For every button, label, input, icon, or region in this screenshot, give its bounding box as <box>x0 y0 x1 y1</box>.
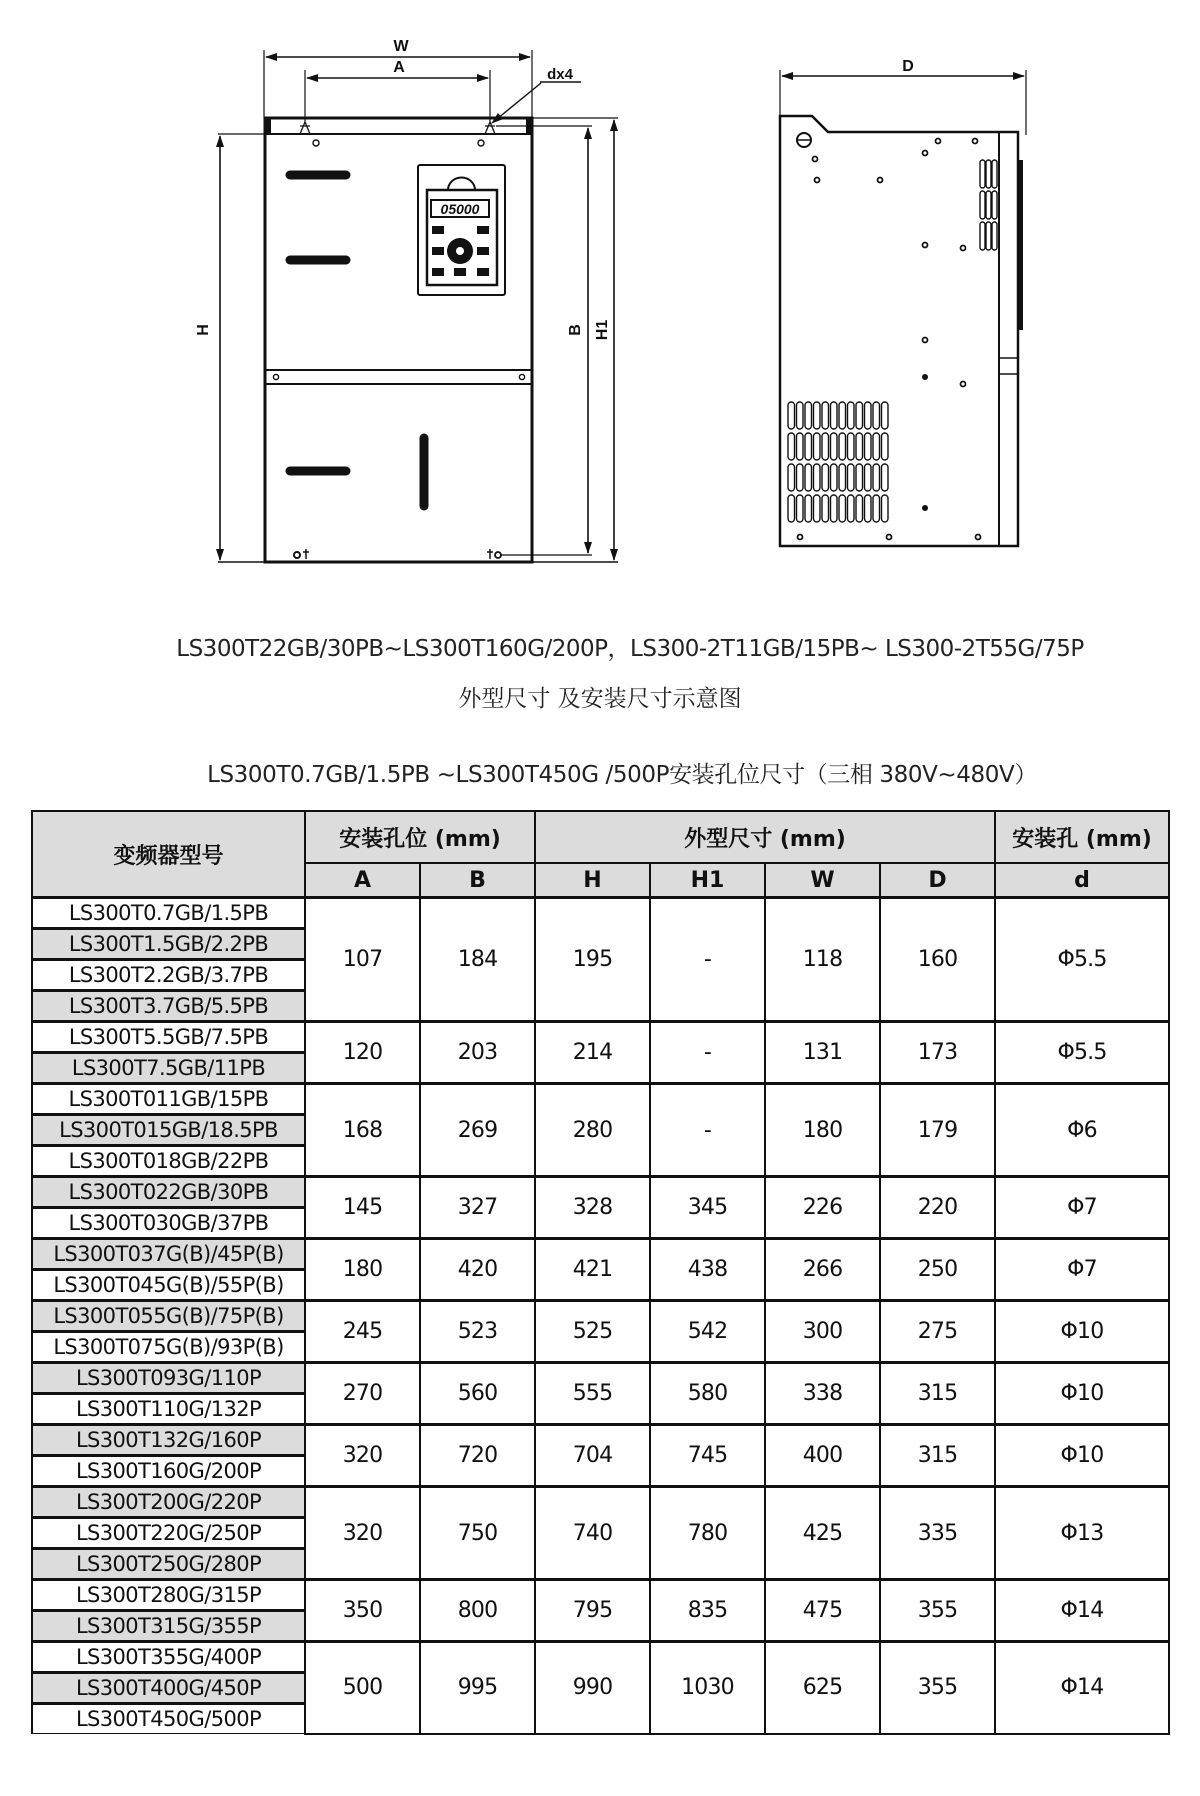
label-b: B <box>567 324 584 336</box>
vent-slot <box>839 402 846 429</box>
value-cell-hole-d: Φ7 <box>995 1177 1169 1239</box>
vent-slot <box>882 495 889 522</box>
vent-slot <box>839 464 846 491</box>
table-row <box>32 1177 1169 1208</box>
vent-slot <box>797 402 804 429</box>
table-row <box>32 1642 1169 1673</box>
value-cell-hole-d: Φ14 <box>995 1580 1169 1642</box>
value-cell-b: 720 <box>420 1425 535 1487</box>
model-cell: LS300T1.5GB/2.2PB <box>32 929 305 960</box>
vent-slot <box>814 402 821 429</box>
label-h: H <box>195 324 212 336</box>
value-cell-w: 226 <box>765 1177 880 1239</box>
value-cell-b: 750 <box>420 1487 535 1580</box>
label-d: D <box>902 58 914 75</box>
value-cell-d: 250 <box>880 1239 995 1301</box>
vent-slot <box>831 402 838 429</box>
model-cell: LS300T280G/315P <box>32 1580 305 1611</box>
value-cell-d: 179 <box>880 1084 995 1177</box>
value-cell-h: 795 <box>535 1580 650 1642</box>
vent-slot <box>814 464 821 491</box>
side-body <box>780 116 1018 546</box>
vent-slot <box>980 222 985 250</box>
model-range-caption: LS300T22GB/30PB~LS300T160G/200P，LS300-2T11GB/15PB~ LS300-2T55G/75P <box>176 636 1084 662</box>
model-cell: LS300T037G(B)/45P(B) <box>32 1239 305 1270</box>
model-cell: LS300T5.5GB/7.5PB <box>32 1022 305 1053</box>
value-cell-a: 270 <box>305 1363 420 1425</box>
vent-slot <box>822 495 829 522</box>
header-outline-group: 外型尺寸 (mm) <box>535 811 995 863</box>
model-cell: LS300T400G/450P <box>32 1673 305 1704</box>
value-cell-w: 118 <box>765 898 880 1022</box>
model-cell: LS300T011GB/15PB <box>32 1084 305 1115</box>
vent-slot <box>848 433 855 460</box>
vent-slot <box>831 495 838 522</box>
vent-slot <box>805 464 812 491</box>
value-cell-a: 320 <box>305 1487 420 1580</box>
value-cell-hole-d: Φ10 <box>995 1301 1169 1363</box>
value-cell-h: 421 <box>535 1239 650 1301</box>
vent-slot <box>873 464 880 491</box>
value-cell-hole-d: Φ14 <box>995 1642 1169 1734</box>
model-cell: LS300T022GB/30PB <box>32 1177 305 1208</box>
vent-slot <box>788 402 795 429</box>
value-cell-a: 320 <box>305 1425 420 1487</box>
vent-slot <box>873 402 880 429</box>
vent-slots-lower <box>788 402 888 522</box>
vent-slot <box>805 402 812 429</box>
vent-slot <box>788 495 795 522</box>
value-cell-b: 420 <box>420 1239 535 1301</box>
value-cell-b: 995 <box>420 1642 535 1734</box>
figure-title: 外型尺寸 及安装尺寸示意图 <box>458 686 742 712</box>
side-view <box>780 70 1026 546</box>
model-cell: LS300T160G/200P <box>32 1456 305 1487</box>
model-cell: LS300T030GB/37PB <box>32 1208 305 1239</box>
value-cell-hole-d: Φ6 <box>995 1084 1169 1177</box>
table-row <box>32 1022 1169 1053</box>
header-mount-group: 安装孔位 (mm) <box>305 811 535 863</box>
value-cell-d: 275 <box>880 1301 995 1363</box>
table-row <box>32 1084 1169 1115</box>
vent-slot <box>814 495 821 522</box>
value-cell-d: 173 <box>880 1022 995 1084</box>
vent-slot <box>865 495 872 522</box>
header-col-h1: H1 <box>650 863 765 898</box>
table-row <box>32 1487 1169 1518</box>
vent-slot <box>805 495 812 522</box>
header-model: 变频器型号 <box>32 811 305 898</box>
value-cell-a: 168 <box>305 1084 420 1177</box>
model-cell: LS300T3.7GB/5.5PB <box>32 991 305 1022</box>
vent-slot <box>992 160 997 188</box>
value-cell-h1: - <box>650 1084 765 1177</box>
value-cell-hole-d: Φ5.5 <box>995 898 1169 1022</box>
vent-slot <box>797 464 804 491</box>
value-cell-b: 203 <box>420 1022 535 1084</box>
vent-slot <box>865 464 872 491</box>
vent-slot <box>856 433 863 460</box>
mounting-dimensions-table <box>31 810 1170 1735</box>
value-cell-b: 327 <box>420 1177 535 1239</box>
value-cell-w: 180 <box>765 1084 880 1177</box>
vent-slot <box>992 222 997 250</box>
vent-slot <box>865 433 872 460</box>
vent-slot <box>980 160 985 188</box>
value-cell-w: 625 <box>765 1642 880 1734</box>
vent-slot <box>848 495 855 522</box>
header-col-d-hole: d <box>995 863 1169 898</box>
value-cell-d: 355 <box>880 1580 995 1642</box>
value-cell-h1: 745 <box>650 1425 765 1487</box>
value-cell-hole-d: Φ7 <box>995 1239 1169 1301</box>
vent-slot <box>873 433 880 460</box>
vent-slot <box>822 402 829 429</box>
model-cell: LS300T315G/355P <box>32 1611 305 1642</box>
vent-slot <box>814 433 821 460</box>
value-cell-hole-d: Φ10 <box>995 1363 1169 1425</box>
vent-slot <box>986 160 991 188</box>
vent-slot <box>873 495 880 522</box>
model-cell: LS300T220G/250P <box>32 1518 305 1549</box>
value-cell-d: 355 <box>880 1642 995 1734</box>
header-col-d: D <box>880 863 995 898</box>
value-cell-d: 335 <box>880 1487 995 1580</box>
value-cell-d: 220 <box>880 1177 995 1239</box>
model-cell: LS300T018GB/22PB <box>32 1146 305 1177</box>
table-row <box>32 1301 1169 1332</box>
value-cell-h1: 1030 <box>650 1642 765 1734</box>
value-cell-h1: 345 <box>650 1177 765 1239</box>
value-cell-b: 184 <box>420 898 535 1022</box>
value-cell-w: 338 <box>765 1363 880 1425</box>
table-row <box>32 1239 1169 1270</box>
vent-slot <box>805 433 812 460</box>
value-cell-h: 704 <box>535 1425 650 1487</box>
value-cell-a: 350 <box>305 1580 420 1642</box>
value-cell-d: 160 <box>880 898 995 1022</box>
value-cell-w: 425 <box>765 1487 880 1580</box>
value-cell-h: 990 <box>535 1642 650 1734</box>
vent-slot <box>882 402 889 429</box>
model-cell: LS300T7.5GB/11PB <box>32 1053 305 1084</box>
value-cell-a: 245 <box>305 1301 420 1363</box>
table-row <box>32 1580 1169 1611</box>
value-cell-w: 475 <box>765 1580 880 1642</box>
value-cell-b: 523 <box>420 1301 535 1363</box>
header-col-a: A <box>305 863 420 898</box>
header-col-h: H <box>535 863 650 898</box>
model-cell: LS300T015GB/18.5PB <box>32 1115 305 1146</box>
value-cell-w: 300 <box>765 1301 880 1363</box>
vent-slot <box>856 464 863 491</box>
model-cell: LS300T250G/280P <box>32 1549 305 1580</box>
header-col-b: B <box>420 863 535 898</box>
model-cell: LS300T450G/500P <box>32 1704 305 1734</box>
value-cell-h1: - <box>650 1022 765 1084</box>
value-cell-hole-d: Φ13 <box>995 1487 1169 1580</box>
vent-slot <box>882 464 889 491</box>
value-cell-h: 195 <box>535 898 650 1022</box>
value-cell-w: 266 <box>765 1239 880 1301</box>
vent-slot <box>848 464 855 491</box>
vent-slot <box>839 433 846 460</box>
value-cell-a: 145 <box>305 1177 420 1239</box>
value-cell-b: 560 <box>420 1363 535 1425</box>
vent-slot <box>788 433 795 460</box>
value-cell-a: 120 <box>305 1022 420 1084</box>
value-cell-d: 315 <box>880 1363 995 1425</box>
label-w: W <box>393 38 409 55</box>
table-row <box>32 1425 1169 1456</box>
vent-slot <box>865 402 872 429</box>
label-dx4: dx4 <box>547 66 573 83</box>
value-cell-h: 740 <box>535 1487 650 1580</box>
front-view <box>218 50 618 562</box>
model-cell: LS300T2.2GB/3.7PB <box>32 960 305 991</box>
value-cell-a: 107 <box>305 898 420 1022</box>
keypad-display: 05000 <box>440 201 480 217</box>
vent-slot <box>822 464 829 491</box>
vent-slot <box>856 402 863 429</box>
value-cell-h: 280 <box>535 1084 650 1177</box>
value-cell-a: 180 <box>305 1239 420 1301</box>
vent-slot <box>831 433 838 460</box>
vent-slot <box>980 191 985 219</box>
value-cell-b: 800 <box>420 1580 535 1642</box>
model-cell: LS300T200G/220P <box>32 1487 305 1518</box>
label-a: A <box>393 59 405 76</box>
device-body <box>265 118 532 562</box>
model-cell: LS300T093G/110P <box>32 1363 305 1394</box>
value-cell-a: 500 <box>305 1642 420 1734</box>
value-cell-h: 555 <box>535 1363 650 1425</box>
dimension-drawing <box>0 0 1200 600</box>
vent-slot <box>839 495 846 522</box>
value-cell-h: 328 <box>535 1177 650 1239</box>
keypad-panel <box>418 165 505 295</box>
value-cell-h1: 438 <box>650 1239 765 1301</box>
vent-slot <box>848 402 855 429</box>
value-cell-hole-d: Φ5.5 <box>995 1022 1169 1084</box>
table-row <box>32 898 1169 929</box>
value-cell-hole-d: Φ10 <box>995 1425 1169 1487</box>
vent-slot <box>797 495 804 522</box>
vent-slot <box>882 433 889 460</box>
header-hole-group: 安装孔 (mm) <box>995 811 1169 863</box>
value-cell-h: 214 <box>535 1022 650 1084</box>
model-cell: LS300T075G(B)/93P(B) <box>32 1332 305 1363</box>
model-cell: LS300T045G(B)/55P(B) <box>32 1270 305 1301</box>
header-col-w: W <box>765 863 880 898</box>
value-cell-h1: 542 <box>650 1301 765 1363</box>
model-cell: LS300T0.7GB/1.5PB <box>32 898 305 929</box>
value-cell-w: 400 <box>765 1425 880 1487</box>
vent-slot <box>831 464 838 491</box>
model-cell: LS300T132G/160P <box>32 1425 305 1456</box>
vent-slot <box>992 191 997 219</box>
value-cell-h1: 835 <box>650 1580 765 1642</box>
model-cell: LS300T110G/132P <box>32 1394 305 1425</box>
value-cell-h1: - <box>650 898 765 1022</box>
vent-slot <box>788 464 795 491</box>
model-cell: LS300T355G/400P <box>32 1642 305 1673</box>
model-cell: LS300T055G(B)/75P(B) <box>32 1301 305 1332</box>
value-cell-h1: 780 <box>650 1487 765 1580</box>
vent-slot <box>986 191 991 219</box>
value-cell-w: 131 <box>765 1022 880 1084</box>
vent-slots-upper <box>980 160 997 250</box>
vent-slot <box>822 433 829 460</box>
table-title: LS300T0.7GB/1.5PB ~LS300T450G /500P安装孔位尺寸（三相 380V~480V） <box>207 762 1037 788</box>
value-cell-b: 269 <box>420 1084 535 1177</box>
vent-slot <box>856 495 863 522</box>
label-h1: H1 <box>594 319 611 341</box>
vent-slot <box>797 433 804 460</box>
table-row <box>32 1363 1169 1394</box>
value-cell-h: 525 <box>535 1301 650 1363</box>
value-cell-h1: 580 <box>650 1363 765 1425</box>
vent-slot <box>986 222 991 250</box>
value-cell-d: 315 <box>880 1425 995 1487</box>
